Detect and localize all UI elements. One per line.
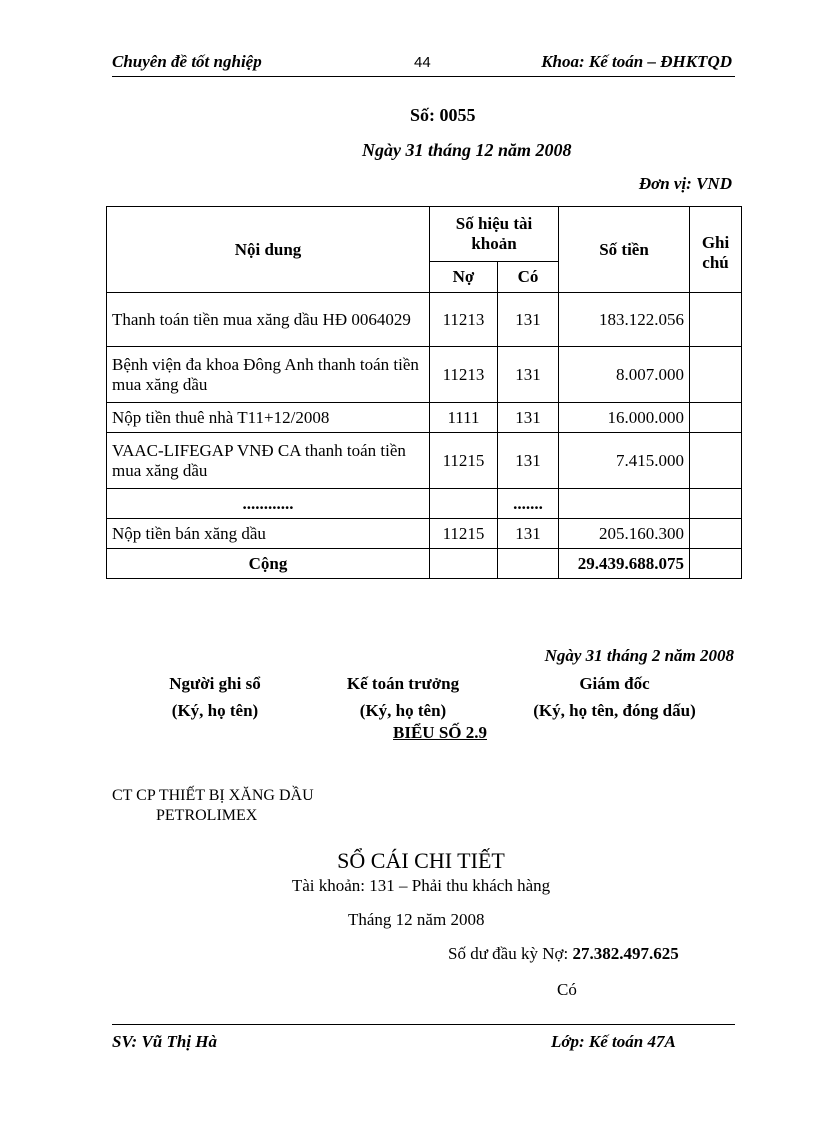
chief-accountant-block: [318, 670, 488, 724]
row-credit: 131: [498, 519, 559, 549]
company-name-line1: CT CP THIẾT BỊ XĂNG DẦU: [112, 787, 314, 804]
row-amount: 8.007.000: [559, 347, 690, 403]
company-block: [112, 786, 314, 826]
col-header-credit: Có: [498, 262, 559, 293]
voucher-number: Số: 0055: [410, 105, 476, 125]
voucher-table: [106, 206, 742, 579]
row-note: [690, 293, 742, 347]
recorder-sign: (Ký, họ tên): [171, 701, 259, 720]
director-block: [512, 670, 717, 724]
row-note: [690, 489, 742, 519]
row-debit: 1111: [430, 403, 498, 433]
header-rule: [112, 76, 735, 77]
row-credit: .......: [498, 489, 559, 519]
row-credit: 131: [498, 347, 559, 403]
table-row: [107, 403, 742, 433]
form-title: BIỂU SỐ 2.9: [393, 723, 487, 742]
recorder-block: [140, 670, 290, 724]
col-header-content: Nội dung: [107, 207, 430, 293]
col-header-account: Số hiệu tài khoản: [430, 207, 559, 262]
row-amount: [559, 489, 690, 519]
opening-label: Số dư đầu kỳ: [448, 944, 538, 963]
page-number: 44: [414, 54, 431, 71]
row-note: [690, 403, 742, 433]
table-row: [107, 433, 742, 489]
signature-date: Ngày 31 tháng 2 năm 2008: [544, 646, 734, 665]
row-amount: 205.160.300: [559, 519, 690, 549]
row-debit: 11215: [430, 433, 498, 489]
voucher-date: Ngày 31 tháng 12 năm 2008: [362, 140, 572, 160]
row-debit: 11213: [430, 347, 498, 403]
row-credit: 131: [498, 293, 559, 347]
row-note: [690, 347, 742, 403]
row-content: Nộp tiền bán xăng dầu: [107, 519, 430, 549]
row-note: [690, 433, 742, 489]
table-row: [107, 347, 742, 403]
total-amount: 29.439.688.075: [559, 549, 690, 579]
row-amount: 183.122.056: [559, 293, 690, 347]
row-content: Thanh toán tiền mua xăng dầu HĐ 0064029: [107, 293, 430, 347]
footer-rule: [112, 1024, 735, 1025]
chief-accountant-title: Kế toán trưởng: [346, 674, 460, 693]
total-label: Cộng: [107, 549, 430, 579]
col-header-note: Ghi chú: [690, 207, 742, 293]
table-row: [107, 489, 742, 519]
row-debit: [430, 489, 498, 519]
footer-class: Lớp: Kế toán 47A: [551, 1032, 676, 1051]
row-content: VAAC-LIFEGAP VNĐ CA thanh toán tiền mua xăng dầu: [107, 433, 430, 489]
row-amount: 16.000.000: [559, 403, 690, 433]
row-credit: 131: [498, 403, 559, 433]
ledger-account: Tài khoản: 131 – Phải thu khách hàng: [291, 876, 551, 895]
ledger-title: SỔ CÁI CHI TIẾT: [337, 848, 505, 873]
row-debit: 11213: [430, 293, 498, 347]
header-left: Chuyên đề tốt nghiệp: [112, 52, 262, 71]
ledger-period: Tháng 12 năm 2008: [348, 910, 485, 929]
currency-unit: Đơn vị: VND: [638, 174, 732, 193]
recorder-title: Người ghi sổ: [169, 674, 261, 693]
col-header-amount: Số tiền: [559, 207, 690, 293]
table-row: [107, 293, 742, 347]
row-credit: 131: [498, 433, 559, 489]
row-debit: 11215: [430, 519, 498, 549]
total-row: [107, 549, 742, 579]
director-title: Giám đốc: [579, 674, 650, 693]
table-row: [107, 519, 742, 549]
opening-credit-label: Có: [557, 980, 577, 999]
header-right: Khoa: Kế toán – ĐHKTQD: [541, 52, 732, 71]
opening-debit-value: 27.382.497.625: [572, 944, 679, 963]
row-note: [690, 519, 742, 549]
opening-debit-label: Nợ:: [542, 944, 569, 963]
row-content: Bệnh viện đa khoa Đông Anh thanh toán tiền mua xăng dầu: [107, 347, 430, 403]
row-content: Nộp tiền thuê nhà T11+12/2008: [107, 403, 430, 433]
row-content: ............: [107, 489, 430, 519]
director-sign: (Ký, họ tên, đóng dấu): [533, 701, 696, 720]
opening-balance: [448, 944, 679, 964]
footer-student: SV: Vũ Thị Hà: [112, 1032, 218, 1051]
col-header-debit: Nợ: [430, 262, 498, 293]
row-amount: 7.415.000: [559, 433, 690, 489]
company-name-line2: PETROLIMEX: [156, 807, 258, 824]
chief-accountant-sign: (Ký, họ tên): [359, 701, 447, 720]
